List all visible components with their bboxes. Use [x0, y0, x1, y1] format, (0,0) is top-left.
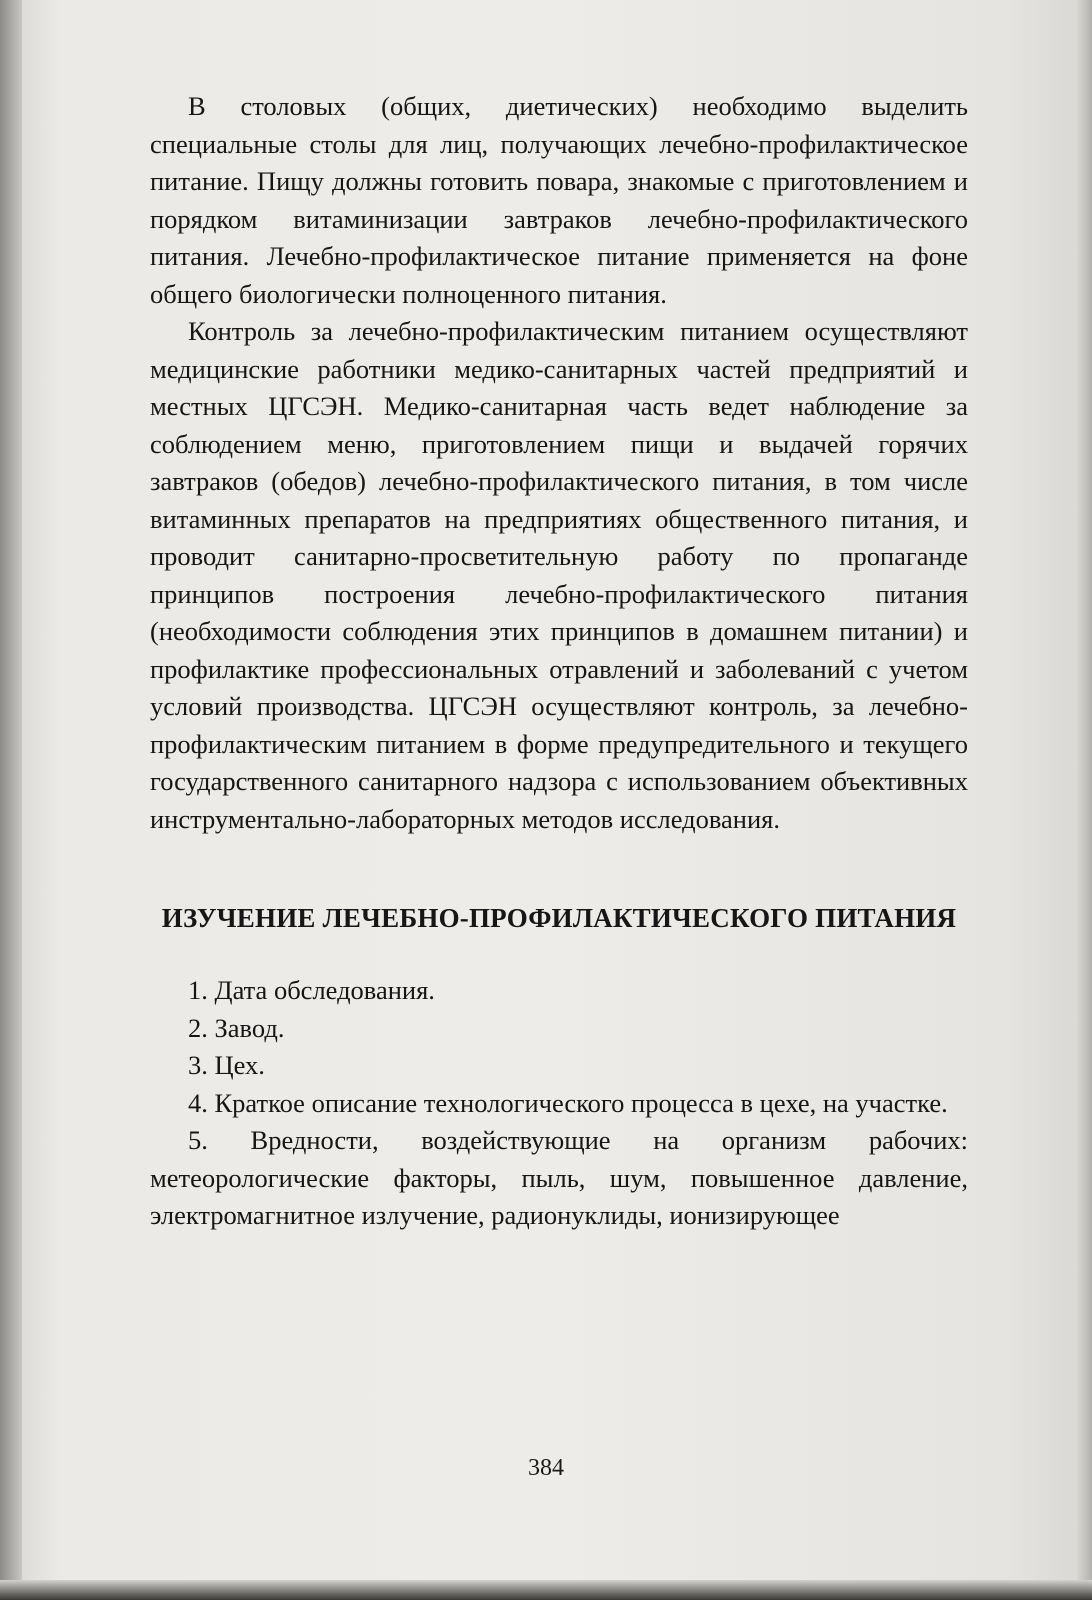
list-item: 2. Завод.: [188, 1012, 285, 1043]
page-text: [150, 88, 968, 1235]
page-bottom-edge: [0, 1580, 1092, 1600]
page-edge: [1074, 0, 1092, 1600]
paragraph: Контроль за лечебно-профилактическим питанием осуществляют медицинские работники медико-санитарных частей предприятий и местных ЦГСЭН. Медико-санитарная часть ведет наблюдение за соблюдением меню, приготовлением пищи и выдачей горячих завтраков (обедов) лечебно-профилактического питания, в том числе витаминных препаратов на предприятиях общественного питания, и проводит санитарно-просветительную работу по пропаганде принципов построения лечебно-профилактического питания (необходимости соблюдения этих принципов в домашнем питании) и профилактике профессиональных отравлений и заболеваний с учетом условий производства. ЦГСЭН осуществляют контроль, за лечебно-профилактическим питанием в форме предупредительного и текущего государственного санитарного надзора с использованием объективных инструментально-лабораторных методов исследования.: [150, 316, 968, 834]
section-heading: ИЗУЧЕНИЕ ЛЕЧЕБНО-ПРОФИЛАКТИЧЕСКОГО ПИТАНИЯ: [161, 903, 957, 933]
page-number: 384: [528, 1455, 564, 1481]
list-item: 4. Краткое описание технологического процесса в цехе, на участке.: [188, 1087, 948, 1118]
list-item: 5. Вредности, воздействующие на организм рабочих: метеорологические факторы, пыль, шум, повышенное давление, электромагнитное излучение, радионуклиды, ионизирующее: [150, 1125, 968, 1230]
list-item: 3. Цех.: [188, 1050, 265, 1080]
list-item: 1. Дата обследования.: [188, 975, 435, 1005]
numbered-list: [150, 972, 968, 1235]
spine-shadow: [0, 0, 22, 1600]
paragraph: В столовых (общих, диетических) необходимо выделить специальные столы для лиц, получающих лечебно-профилактическое питание. Пищу должны готовить повара, знакомые с приготовлением и порядком витаминизации завтраков лечебно-профилактического питания. Лечебно-профилактическое питание применяется на фоне общего биологически полноценного питания.: [150, 91, 968, 309]
